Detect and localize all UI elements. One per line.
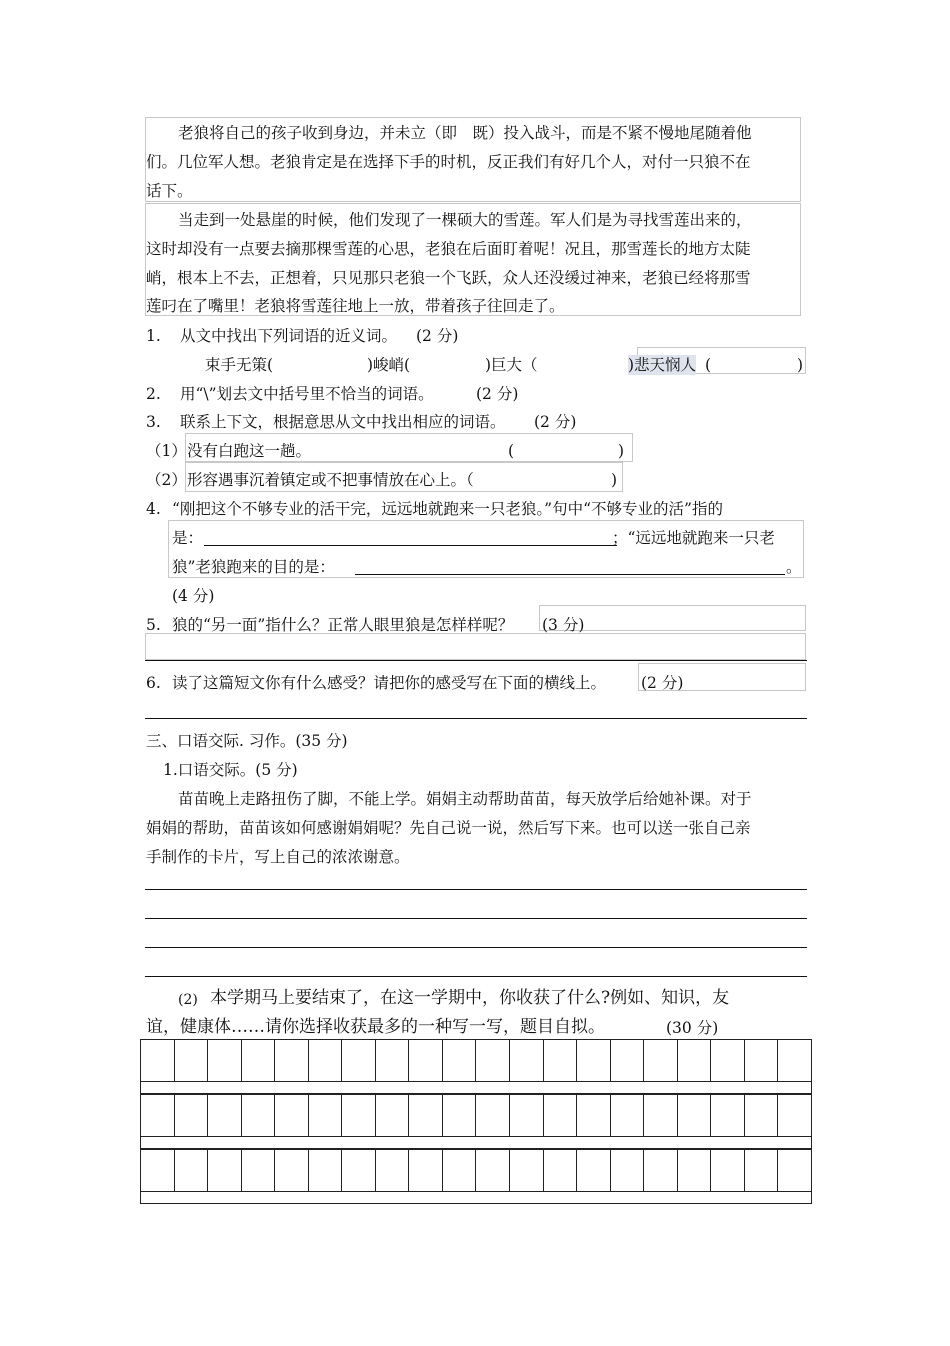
writing-grid-cell[interactable] [577, 1040, 611, 1082]
writing-grid-cell[interactable] [342, 1150, 376, 1192]
writing-grid-cell[interactable] [409, 1095, 443, 1137]
oral-answer-line-2[interactable] [145, 918, 807, 919]
passage-p1-line3: 话下。 [146, 182, 193, 200]
writing-grid-cell[interactable] [308, 1040, 342, 1082]
passage-p2-line1: 当走到一处悬崖的时候，他们发现了一棵硕大的雪莲。军人们是为寻找雪莲出来的， [178, 211, 752, 229]
q5-score: (3 分) [542, 616, 585, 634]
writing-grid-cell[interactable] [610, 1150, 644, 1192]
writing-grid-cell[interactable] [543, 1150, 577, 1192]
writing-grid-cell[interactable] [778, 1150, 812, 1192]
section3-title: 三、口语交际. 习作。(35 分) [146, 732, 348, 750]
q6-number: 6. [146, 674, 161, 692]
q2-text: 用“\”划去文中括号里不恰当的词语。 [180, 385, 434, 403]
writing-grid-gap-2 [140, 1136, 812, 1149]
q5-number: 5. [146, 616, 161, 634]
section3-para-line2: 娟娟的帮助，苗苗该如何感谢娟娟呢？先自己说一说，然后写下来。也可以送一张自己亲 [146, 819, 751, 837]
writing-grid-cell[interactable] [510, 1150, 544, 1192]
passage-p1-line1: 老狼将自己的孩子收到身边，并未立（即 既）投入战斗，而是不紧不慢地尾随着他 [178, 124, 752, 142]
writing-grid-row-2[interactable] [140, 1094, 812, 1137]
writing-grid-gap-3 [140, 1191, 812, 1204]
writing-grid-cell[interactable] [644, 1150, 678, 1192]
section3-para-line3: 手制作的卡片，写上自己的浓浓谢意。 [146, 848, 410, 866]
writing-grid-cell[interactable] [677, 1040, 711, 1082]
oral-answer-line-4[interactable] [145, 976, 807, 977]
q3-number: 3. [146, 413, 161, 431]
passage-p2-line4: 莲叼在了嘴里！老狼将雪莲往地上一放，带着孩子往回走了。 [146, 297, 565, 315]
q1-word-4: )悲天悯人 [628, 356, 697, 374]
q5-answer-box [145, 633, 806, 660]
writing-grid-cell[interactable] [174, 1040, 208, 1082]
q4-text-line1: “刚把这个不够专业的活干完，远远地就跑来一只老狼。”句中“不够专业的活”指的 [172, 500, 723, 518]
q1-word-6: ) [797, 356, 804, 374]
writing-grid-cell[interactable] [677, 1150, 711, 1192]
q4-answer-line-1[interactable] [204, 545, 617, 546]
q3-text: 联系上下文，根据意思从文中找出相应的词语。 [180, 413, 506, 431]
writing-grid-cell[interactable] [375, 1095, 409, 1137]
writing-grid-cell[interactable] [610, 1040, 644, 1082]
writing-grid-cell[interactable] [275, 1095, 309, 1137]
writing-grid-cell[interactable] [744, 1095, 778, 1137]
section3-sub1: 1.口语交际。(5 分) [163, 761, 298, 779]
writing-grid-cell[interactable] [208, 1095, 242, 1137]
writing-grid-cell[interactable] [308, 1095, 342, 1137]
q6-text: 读了这篇短文你有什么感受？请把你的感受写在下面的横线上。 [172, 674, 607, 692]
q4-score: (4 分) [172, 587, 215, 605]
q3-item2-close: ) [611, 471, 618, 489]
q2-score: (2 分) [476, 385, 519, 403]
writing-grid-cell[interactable] [141, 1095, 175, 1137]
q1-word-5: ( [705, 356, 712, 374]
writing-grid-cell[interactable] [644, 1095, 678, 1137]
q4-text-line2b: ；“远远地就跑来一只老 [612, 529, 775, 547]
q3-item1-text: 没有白跑这一趟。 [187, 442, 312, 460]
section3-sub2-line1: 本学期马上要结束了，在这一学期中，你收获了什么?例如、知识，友 [210, 988, 730, 1008]
writing-grid-cell[interactable] [476, 1150, 510, 1192]
writing-grid-cell[interactable] [711, 1040, 745, 1082]
section3-para-line1: 苗苗晚上走路扭伤了脚，不能上学。娟娟主动帮助苗苗，每天放学后给她补课。对于 [178, 790, 752, 808]
writing-grid-cell[interactable] [275, 1040, 309, 1082]
writing-grid-cell[interactable] [141, 1040, 175, 1082]
writing-grid-cell[interactable] [778, 1040, 812, 1082]
q4-text-line3a: 狼”老狼跑来的目的是： [172, 558, 335, 576]
writing-grid-cell[interactable] [543, 1040, 577, 1082]
section3-sub2-score: (30 分) [666, 1019, 719, 1037]
q5-text: 狼的“另一面”指什么？正常人眼里狼是怎样样呢？ [172, 616, 514, 634]
q3-item1-number: （1） [146, 442, 187, 460]
section3-sub2-line2: 谊，健康体……请你选择收获最多的一种写一写，题目自拟。 [146, 1017, 605, 1037]
oral-answer-line-3[interactable] [145, 947, 807, 948]
q1-number: 1. [146, 327, 161, 345]
q3-score: (2 分) [534, 413, 577, 431]
writing-grid-cell[interactable] [476, 1040, 510, 1082]
q5-answer-line[interactable] [145, 660, 807, 661]
writing-grid-cell[interactable] [744, 1150, 778, 1192]
writing-grid-cell[interactable] [241, 1095, 275, 1137]
writing-grid-cell[interactable] [476, 1095, 510, 1137]
writing-grid-cell[interactable] [342, 1040, 376, 1082]
q4-answer-line-2[interactable] [355, 574, 785, 575]
q2-number: 2. [146, 385, 161, 403]
q4-number: 4. [146, 500, 161, 518]
writing-grid-cell[interactable] [778, 1095, 812, 1137]
writing-grid-cell[interactable] [308, 1150, 342, 1192]
q3-item2-number: （2） [146, 471, 187, 489]
writing-grid-cell[interactable] [409, 1040, 443, 1082]
q1-word-3: )巨大（ [485, 356, 538, 374]
writing-grid-cell[interactable] [644, 1040, 678, 1082]
writing-grid-cell[interactable] [442, 1040, 476, 1082]
writing-grid-cell[interactable] [241, 1040, 275, 1082]
oral-answer-line-1[interactable] [145, 889, 807, 890]
section3-sub2-number: (2) [178, 992, 198, 1008]
writing-grid-cell[interactable] [442, 1150, 476, 1192]
q1-text: 从文中找出下列词语的近义词。 [180, 327, 398, 345]
writing-grid-row-1[interactable] [140, 1039, 812, 1082]
writing-grid-cell[interactable] [577, 1150, 611, 1192]
writing-grid-cell[interactable] [543, 1095, 577, 1137]
writing-grid-cell[interactable] [174, 1095, 208, 1137]
writing-grid-cell[interactable] [442, 1095, 476, 1137]
passage-p1-line2: 们。几位军人想。老狼肯定是在选择下手的时机，反正我们有好几个人，对付一只狼不在 [146, 153, 751, 171]
writing-grid-cell[interactable] [711, 1150, 745, 1192]
writing-grid-row-3[interactable] [140, 1149, 812, 1192]
writing-grid-cell[interactable] [610, 1095, 644, 1137]
writing-grid-cell[interactable] [510, 1040, 544, 1082]
writing-grid-cell[interactable] [275, 1150, 309, 1192]
writing-grid-cell[interactable] [677, 1095, 711, 1137]
passage-p2-line3: 峭，根本上不去，正想着，只见那只老狼一个飞跃，众人还没缓过神来，老狼已经将那雪 [146, 269, 751, 287]
writing-grid-cell[interactable] [577, 1095, 611, 1137]
writing-grid-cell[interactable] [141, 1150, 175, 1192]
writing-grid-cell[interactable] [375, 1150, 409, 1192]
writing-grid-cell[interactable] [744, 1040, 778, 1082]
q4-text-line3b: 。 [786, 558, 802, 576]
writing-grid-cell[interactable] [409, 1150, 443, 1192]
writing-grid-cell[interactable] [174, 1150, 208, 1192]
q1-word-2: )峻峭( [367, 356, 411, 374]
q6-answer-line[interactable] [145, 718, 807, 719]
q3-item1-open: ( [508, 442, 515, 460]
q4-text-line2a: 是： [172, 529, 204, 547]
passage-p2-line2: 这时却没有一点要去摘那棵雪莲的心思，老狼在后面盯着呢！况且，那雪莲长的地方太陡 [146, 240, 751, 258]
writing-grid-cell[interactable] [510, 1095, 544, 1137]
writing-grid-cell[interactable] [208, 1040, 242, 1082]
writing-grid-cell[interactable] [342, 1095, 376, 1137]
q1-score: (2 分) [416, 327, 459, 345]
writing-grid-cell[interactable] [711, 1095, 745, 1137]
writing-grid-gap-1 [140, 1081, 812, 1094]
q6-score: (2 分) [641, 674, 684, 692]
writing-grid-cell[interactable] [375, 1040, 409, 1082]
q1-word-1: 束手无策( [205, 356, 274, 374]
q3-item1-close: ) [618, 442, 625, 460]
writing-grid-cell[interactable] [241, 1150, 275, 1192]
q3-item2-text: 形容遇事沉着镇定或不把事情放在心上。（ [187, 471, 474, 489]
writing-grid-cell[interactable] [208, 1150, 242, 1192]
